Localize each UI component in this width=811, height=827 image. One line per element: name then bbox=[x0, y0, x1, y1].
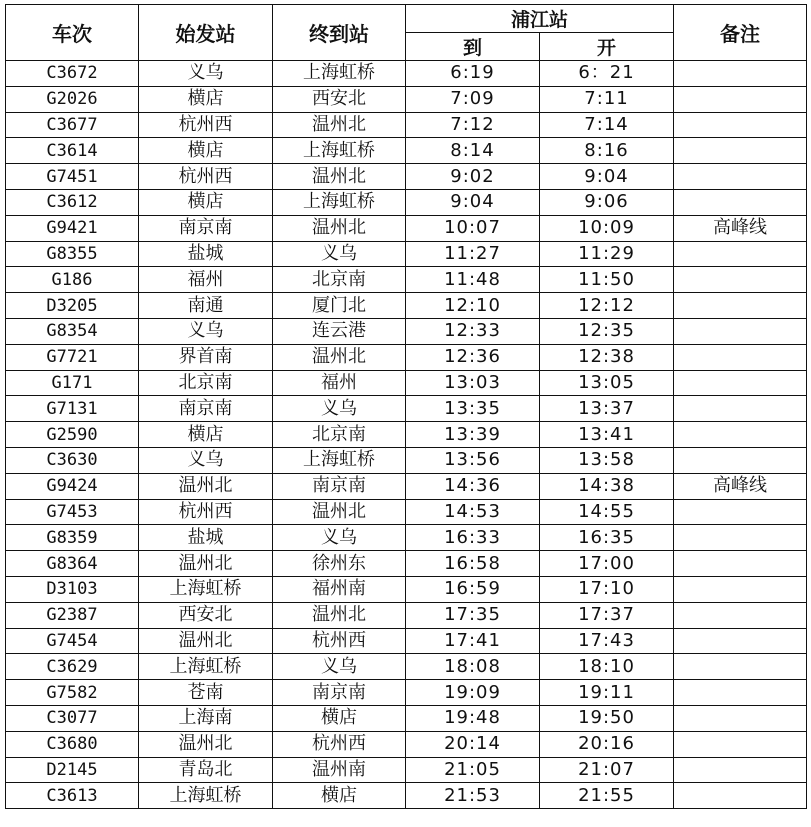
cell-destination: 西安北 bbox=[273, 86, 406, 112]
cell-destination: 杭州西 bbox=[273, 628, 406, 654]
table-row bbox=[6, 370, 807, 396]
cell-remark bbox=[674, 731, 807, 757]
cell-train-no: G9421 bbox=[6, 215, 139, 241]
table-row bbox=[6, 164, 807, 190]
cell-depart-time: 12:38 bbox=[540, 344, 674, 370]
cell-destination: 义乌 bbox=[273, 241, 406, 267]
cell-remark bbox=[674, 86, 807, 112]
cell-destination: 温州南 bbox=[273, 757, 406, 783]
cell-train-no: G7454 bbox=[6, 628, 139, 654]
cell-remark bbox=[674, 112, 807, 138]
cell-destination: 杭州西 bbox=[273, 731, 406, 757]
cell-train-no: G7451 bbox=[6, 164, 139, 190]
cell-origin: 上海虹桥 bbox=[139, 576, 273, 602]
cell-train-no: D3103 bbox=[6, 576, 139, 602]
cell-remark bbox=[674, 189, 807, 215]
cell-origin: 横店 bbox=[139, 189, 273, 215]
cell-train-no: G8359 bbox=[6, 525, 139, 551]
cell-remark bbox=[674, 293, 807, 319]
cell-depart-time: 14:38 bbox=[540, 473, 674, 499]
cell-destination: 连云港 bbox=[273, 318, 406, 344]
cell-depart-time: 13:41 bbox=[540, 422, 674, 448]
cell-train-no: G2026 bbox=[6, 86, 139, 112]
cell-arrive-time: 11:48 bbox=[406, 267, 540, 293]
cell-depart-time: 13:05 bbox=[540, 370, 674, 396]
table-row bbox=[6, 602, 807, 628]
cell-origin: 福州 bbox=[139, 267, 273, 293]
cell-depart-time: 21:07 bbox=[540, 757, 674, 783]
header-station: 浦江站 bbox=[406, 5, 674, 33]
table-row bbox=[6, 86, 807, 112]
cell-depart-time: 17:43 bbox=[540, 628, 674, 654]
cell-depart-time: 13:37 bbox=[540, 396, 674, 422]
header-remark: 备注 bbox=[674, 5, 807, 61]
timetable-header bbox=[6, 5, 807, 61]
table-row bbox=[6, 422, 807, 448]
table-row bbox=[6, 112, 807, 138]
cell-arrive-time: 19:48 bbox=[406, 705, 540, 731]
table-row bbox=[6, 499, 807, 525]
cell-depart-time: 12:35 bbox=[540, 318, 674, 344]
cell-train-no: G9424 bbox=[6, 473, 139, 499]
cell-remark bbox=[674, 267, 807, 293]
cell-depart-time: 16:35 bbox=[540, 525, 674, 551]
cell-arrive-time: 20:14 bbox=[406, 731, 540, 757]
cell-train-no: C3630 bbox=[6, 447, 139, 473]
cell-remark bbox=[674, 370, 807, 396]
cell-depart-time: 19:11 bbox=[540, 680, 674, 706]
cell-remark bbox=[674, 783, 807, 809]
table-row bbox=[6, 267, 807, 293]
cell-arrive-time: 16:58 bbox=[406, 551, 540, 577]
cell-arrive-time: 17:35 bbox=[406, 602, 540, 628]
table-row bbox=[6, 576, 807, 602]
header-origin: 始发站 bbox=[139, 5, 273, 61]
cell-remark bbox=[674, 344, 807, 370]
cell-arrive-time: 19:09 bbox=[406, 680, 540, 706]
table-row bbox=[6, 138, 807, 164]
cell-arrive-time: 6:19 bbox=[406, 61, 540, 87]
table-row bbox=[6, 241, 807, 267]
cell-depart-time: 7:14 bbox=[540, 112, 674, 138]
cell-depart-time: 12:12 bbox=[540, 293, 674, 319]
cell-depart-time: 6：21 bbox=[540, 61, 674, 87]
cell-origin: 义乌 bbox=[139, 447, 273, 473]
cell-remark bbox=[674, 422, 807, 448]
cell-origin: 苍南 bbox=[139, 680, 273, 706]
cell-train-no: C3614 bbox=[6, 138, 139, 164]
cell-destination: 温州北 bbox=[273, 602, 406, 628]
cell-arrive-time: 11:27 bbox=[406, 241, 540, 267]
cell-depart-time: 18:10 bbox=[540, 654, 674, 680]
cell-arrive-time: 9:04 bbox=[406, 189, 540, 215]
table-row bbox=[6, 61, 807, 87]
cell-arrive-time: 18:08 bbox=[406, 654, 540, 680]
header-destination: 终到站 bbox=[273, 5, 406, 61]
cell-remark bbox=[674, 396, 807, 422]
cell-depart-time: 11:29 bbox=[540, 241, 674, 267]
cell-remark bbox=[674, 680, 807, 706]
cell-depart-time: 21:55 bbox=[540, 783, 674, 809]
cell-train-no: C3672 bbox=[6, 61, 139, 87]
cell-remark bbox=[674, 499, 807, 525]
cell-train-no: C3613 bbox=[6, 783, 139, 809]
cell-depart-time: 13:58 bbox=[540, 447, 674, 473]
cell-destination: 厦门北 bbox=[273, 293, 406, 319]
cell-remark bbox=[674, 705, 807, 731]
cell-destination: 温州北 bbox=[273, 215, 406, 241]
cell-origin: 杭州西 bbox=[139, 499, 273, 525]
table-row bbox=[6, 680, 807, 706]
cell-train-no: G7131 bbox=[6, 396, 139, 422]
cell-arrive-time: 12:33 bbox=[406, 318, 540, 344]
cell-destination: 福州南 bbox=[273, 576, 406, 602]
cell-destination: 北京南 bbox=[273, 267, 406, 293]
cell-destination: 温州北 bbox=[273, 499, 406, 525]
cell-remark bbox=[674, 602, 807, 628]
cell-origin: 盐城 bbox=[139, 525, 273, 551]
cell-depart-time: 9:06 bbox=[540, 189, 674, 215]
cell-origin: 杭州西 bbox=[139, 112, 273, 138]
cell-train-no: G7453 bbox=[6, 499, 139, 525]
cell-origin: 界首南 bbox=[139, 344, 273, 370]
cell-train-no: G2590 bbox=[6, 422, 139, 448]
cell-arrive-time: 10:07 bbox=[406, 215, 540, 241]
cell-train-no: G171 bbox=[6, 370, 139, 396]
cell-arrive-time: 8:14 bbox=[406, 138, 540, 164]
cell-origin: 青岛北 bbox=[139, 757, 273, 783]
cell-train-no: G8364 bbox=[6, 551, 139, 577]
cell-arrive-time: 21:05 bbox=[406, 757, 540, 783]
cell-train-no: C3680 bbox=[6, 731, 139, 757]
cell-destination: 北京南 bbox=[273, 422, 406, 448]
cell-remark bbox=[674, 447, 807, 473]
table-row bbox=[6, 783, 807, 809]
table-row bbox=[6, 447, 807, 473]
cell-origin: 义乌 bbox=[139, 61, 273, 87]
cell-destination: 上海虹桥 bbox=[273, 447, 406, 473]
cell-destination: 温州北 bbox=[273, 164, 406, 190]
cell-remark bbox=[674, 525, 807, 551]
cell-train-no: G8354 bbox=[6, 318, 139, 344]
cell-origin: 西安北 bbox=[139, 602, 273, 628]
cell-train-no: G7582 bbox=[6, 680, 139, 706]
cell-origin: 横店 bbox=[139, 422, 273, 448]
cell-depart-time: 8:16 bbox=[540, 138, 674, 164]
cell-train-no: C3612 bbox=[6, 189, 139, 215]
cell-destination: 横店 bbox=[273, 783, 406, 809]
cell-train-no: D3205 bbox=[6, 293, 139, 319]
cell-depart-time: 7:11 bbox=[540, 86, 674, 112]
cell-arrive-time: 7:12 bbox=[406, 112, 540, 138]
cell-arrive-time: 13:35 bbox=[406, 396, 540, 422]
cell-arrive-time: 9:02 bbox=[406, 164, 540, 190]
cell-remark: 高峰线 bbox=[674, 215, 807, 241]
table-row bbox=[6, 344, 807, 370]
cell-remark bbox=[674, 576, 807, 602]
timetable-body bbox=[6, 61, 807, 809]
cell-remark bbox=[674, 164, 807, 190]
cell-destination: 徐州东 bbox=[273, 551, 406, 577]
header-train-no: 车次 bbox=[6, 5, 139, 61]
cell-depart-time: 19:50 bbox=[540, 705, 674, 731]
table-row bbox=[6, 318, 807, 344]
cell-origin: 义乌 bbox=[139, 318, 273, 344]
cell-remark bbox=[674, 628, 807, 654]
table-row bbox=[6, 473, 807, 499]
cell-remark bbox=[674, 551, 807, 577]
cell-origin: 盐城 bbox=[139, 241, 273, 267]
cell-origin: 上海南 bbox=[139, 705, 273, 731]
cell-remark bbox=[674, 61, 807, 87]
cell-arrive-time: 12:36 bbox=[406, 344, 540, 370]
cell-depart-time: 17:10 bbox=[540, 576, 674, 602]
cell-origin: 温州北 bbox=[139, 473, 273, 499]
cell-remark bbox=[674, 757, 807, 783]
cell-destination: 福州 bbox=[273, 370, 406, 396]
cell-origin: 北京南 bbox=[139, 370, 273, 396]
cell-origin: 温州北 bbox=[139, 731, 273, 757]
cell-origin: 杭州西 bbox=[139, 164, 273, 190]
cell-destination: 上海虹桥 bbox=[273, 61, 406, 87]
table-row bbox=[6, 189, 807, 215]
cell-destination: 义乌 bbox=[273, 654, 406, 680]
cell-depart-time: 10:09 bbox=[540, 215, 674, 241]
cell-remark: 高峰线 bbox=[674, 473, 807, 499]
cell-depart-time: 14:55 bbox=[540, 499, 674, 525]
cell-destination: 义乌 bbox=[273, 525, 406, 551]
cell-arrive-time: 16:59 bbox=[406, 576, 540, 602]
cell-origin: 横店 bbox=[139, 138, 273, 164]
cell-train-no: G7721 bbox=[6, 344, 139, 370]
cell-destination: 上海虹桥 bbox=[273, 189, 406, 215]
table-row bbox=[6, 731, 807, 757]
cell-remark bbox=[674, 318, 807, 344]
cell-remark bbox=[674, 654, 807, 680]
cell-train-no: C3677 bbox=[6, 112, 139, 138]
cell-train-no: C3077 bbox=[6, 705, 139, 731]
cell-origin: 横店 bbox=[139, 86, 273, 112]
cell-train-no: G186 bbox=[6, 267, 139, 293]
cell-destination: 横店 bbox=[273, 705, 406, 731]
cell-train-no: D2145 bbox=[6, 757, 139, 783]
cell-destination: 南京南 bbox=[273, 473, 406, 499]
cell-train-no: C3629 bbox=[6, 654, 139, 680]
table-row bbox=[6, 525, 807, 551]
cell-destination: 义乌 bbox=[273, 396, 406, 422]
table-row bbox=[6, 396, 807, 422]
cell-destination: 上海虹桥 bbox=[273, 138, 406, 164]
cell-origin: 温州北 bbox=[139, 551, 273, 577]
table-row bbox=[6, 628, 807, 654]
cell-arrive-time: 21:53 bbox=[406, 783, 540, 809]
table-row bbox=[6, 215, 807, 241]
table-row bbox=[6, 551, 807, 577]
cell-arrive-time: 13:56 bbox=[406, 447, 540, 473]
cell-arrive-time: 13:39 bbox=[406, 422, 540, 448]
cell-arrive-time: 12:10 bbox=[406, 293, 540, 319]
cell-arrive-time: 13:03 bbox=[406, 370, 540, 396]
cell-depart-time: 11:50 bbox=[540, 267, 674, 293]
cell-depart-time: 20:16 bbox=[540, 731, 674, 757]
cell-arrive-time: 14:36 bbox=[406, 473, 540, 499]
cell-origin: 南通 bbox=[139, 293, 273, 319]
cell-origin: 上海虹桥 bbox=[139, 783, 273, 809]
cell-arrive-time: 14:53 bbox=[406, 499, 540, 525]
cell-depart-time: 17:37 bbox=[540, 602, 674, 628]
table-row bbox=[6, 293, 807, 319]
cell-depart-time: 9:04 bbox=[540, 164, 674, 190]
table-row bbox=[6, 705, 807, 731]
cell-destination: 温州北 bbox=[273, 344, 406, 370]
cell-arrive-time: 7:09 bbox=[406, 86, 540, 112]
cell-arrive-time: 17:41 bbox=[406, 628, 540, 654]
cell-destination: 南京南 bbox=[273, 680, 406, 706]
cell-origin: 南京南 bbox=[139, 215, 273, 241]
cell-remark bbox=[674, 138, 807, 164]
cell-origin: 温州北 bbox=[139, 628, 273, 654]
cell-destination: 温州北 bbox=[273, 112, 406, 138]
header-depart: 开 bbox=[540, 33, 674, 61]
table-row bbox=[6, 757, 807, 783]
cell-depart-time: 17:00 bbox=[540, 551, 674, 577]
cell-origin: 南京南 bbox=[139, 396, 273, 422]
train-timetable bbox=[5, 4, 807, 809]
cell-arrive-time: 16:33 bbox=[406, 525, 540, 551]
header-arrive: 到 bbox=[406, 33, 540, 61]
cell-train-no: G8355 bbox=[6, 241, 139, 267]
table-row bbox=[6, 654, 807, 680]
cell-remark bbox=[674, 241, 807, 267]
cell-origin: 上海虹桥 bbox=[139, 654, 273, 680]
cell-train-no: G2387 bbox=[6, 602, 139, 628]
